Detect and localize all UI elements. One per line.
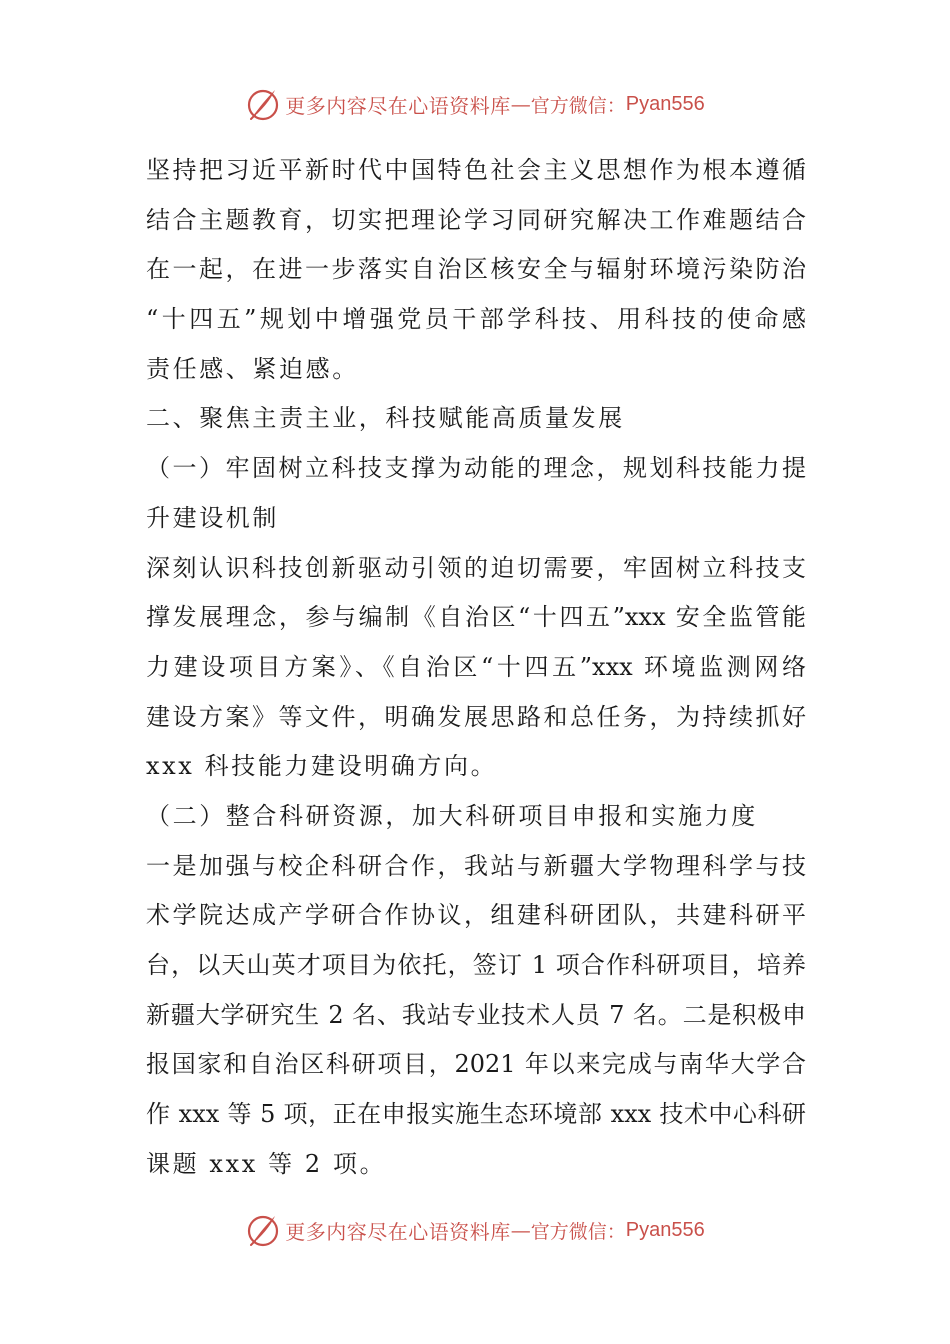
watermark-text: 更多内容尽在心语资料库: [285, 1219, 511, 1244]
body-line-20: 作 xxx 等 5 项，正在申报实施生态环境部 xxx 技术中心科研: [146, 1100, 806, 1129]
body-line-17: 台，以天山英才项目为依托，签订 1 项合作科研项目，培养: [146, 951, 806, 979]
body-line-16: 术学院达成产学研合作协议，组建科研团队，共建科研平: [146, 901, 806, 930]
watermark-wechat-id: Pyan556: [625, 1218, 705, 1241]
watermark-wechat-label: 官方微信：: [530, 94, 626, 117]
quill-pen-logo-icon: [245, 86, 281, 122]
body-line-15: 一是加强与校企科研合作，我站与新疆大学物理科学与技: [146, 851, 806, 880]
quill-pen-logo-icon: [245, 1212, 281, 1248]
body-line-11: 力建设项目方案》、《自治区“十四五”xxx 环境监测网络: [146, 652, 806, 681]
body-line-4: “十四五”规划中增强党员干部学科技、用科技的使命感: [146, 305, 806, 334]
document-body: [146, 146, 806, 1189]
subheading-1-line-1: （一）牢固树立科技支撑为动能的理念，规划科技能力提: [146, 454, 806, 483]
body-line-21: 课题 xxx 等 2 项。: [146, 1149, 387, 1178]
header-watermark-banner: [0, 82, 950, 126]
body-line-18: 新疆大学研究生 2 名、我站专业技术人员 7 名。二是积极申: [146, 1000, 806, 1029]
watermark-text: 更多内容尽在心语资料库: [285, 93, 511, 118]
body-line-10: 撑发展理念，参与编制《自治区“十四五”xxx 安全监管能: [146, 603, 806, 632]
body-line-2: 结合主题教育，切实把理论学习同研究解决工作难题结合: [146, 205, 806, 234]
body-line-13: xxx 科技能力建设明确方向。: [146, 752, 498, 781]
watermark-dash: —: [510, 1218, 531, 1242]
watermark-wechat-id: Pyan556: [625, 92, 705, 115]
subheading-1-line-2: 升建设机制: [146, 503, 279, 532]
watermark-wechat-label: 官方微信：: [530, 1220, 626, 1243]
footer-watermark-banner: [0, 1208, 950, 1252]
body-line-19: 报国家和自治区科研项目，2021 年以来完成与南华大学合: [146, 1050, 806, 1079]
body-line-5: 责任感、紧迫感。: [146, 354, 359, 383]
body-line-3: 在一起，在进一步落实自治区核安全与辐射环境污染防治: [146, 255, 806, 284]
subheading-2: （二）整合科研资源，加大科研项目申报和实施力度: [146, 801, 758, 830]
body-line-9: 深刻认识科技创新驱动引领的迫切需要，牢固树立科技支: [146, 553, 806, 582]
watermark-dash: —: [510, 92, 531, 116]
section-heading-2: 二、聚焦主责主业，科技赋能高质量发展: [146, 404, 625, 433]
body-line-1: 坚持把习近平新时代中国特色社会主义思想作为根本遵循: [146, 156, 806, 184]
body-line-12: 建设方案》等文件，明确发展思路和总任务，为持续抓好: [146, 702, 806, 731]
